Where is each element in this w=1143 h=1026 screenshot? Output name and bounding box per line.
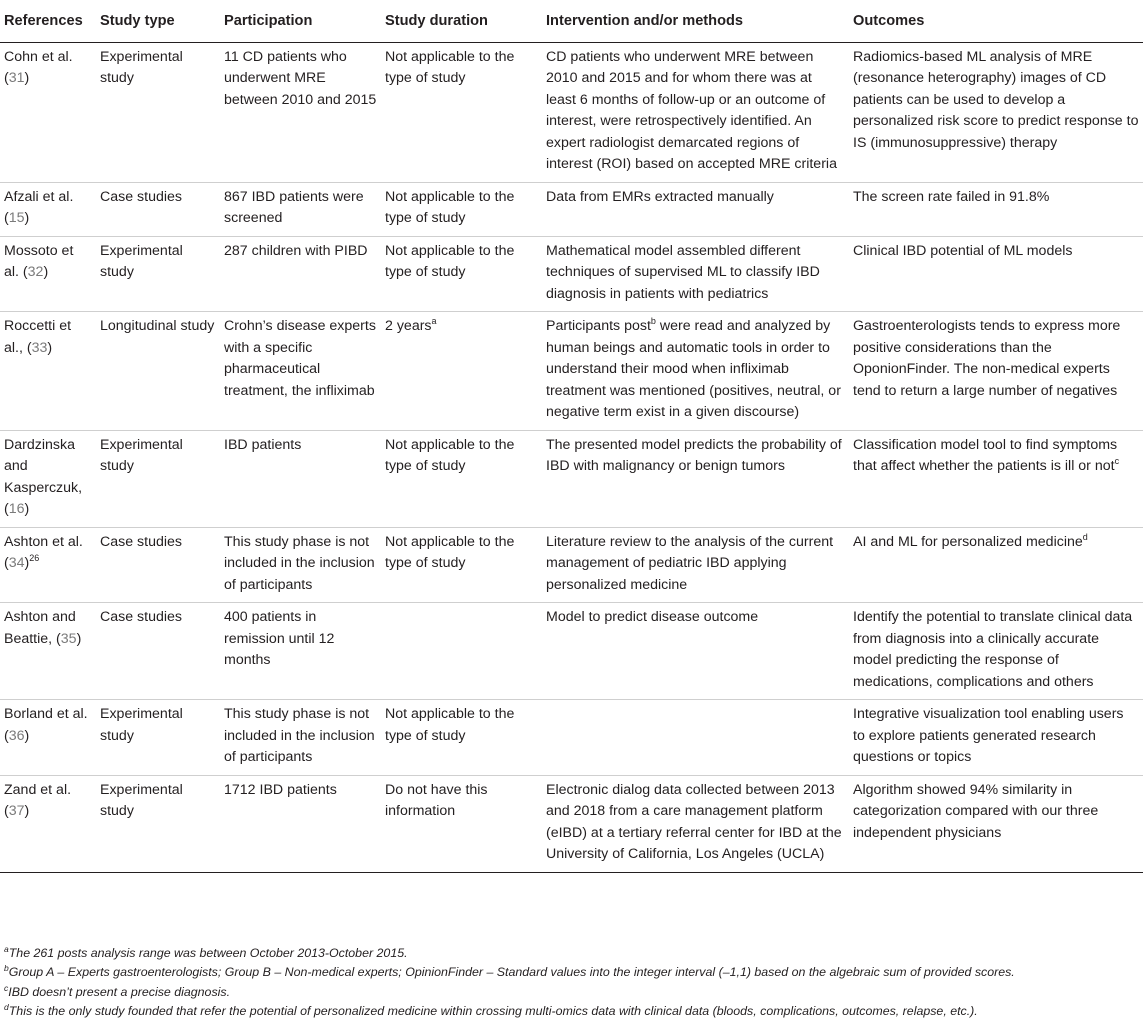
table-header-row [0,0,1143,42]
cell-methods [542,42,849,182]
cell-study-duration [381,527,542,603]
table-row [0,775,1143,872]
cell-study-type: Case studies [96,182,220,236]
cell-study-duration [381,236,542,312]
header-study-type: Study type [96,0,220,42]
cell-reference [0,312,96,431]
cell-methods [542,182,849,236]
cell-participation: This study phase is not included in the inclusion of participants [220,527,381,603]
footnote [4,983,1140,1002]
outcomes-text: Algorithm showed 94% similarity in categorization compared with our three independent physicians [853,781,1099,841]
cell-methods [542,527,849,603]
methods-text: The presented model predicts the probability of IBD with malignancy or benign tumors [546,436,842,474]
table-row [0,312,1143,431]
cell-methods [542,775,849,872]
reference-close: ) [24,727,30,744]
footnote-mark: b [650,316,656,326]
cell-participation: 1712 IBD patients [220,775,381,872]
outcomes-text: AI and ML for personalized medicine [853,533,1083,550]
cell-reference [0,775,96,872]
reference-close: ) [43,264,49,280]
cell-study-duration [381,700,542,776]
reference-close: ) [24,501,30,517]
table-row [0,527,1143,603]
reference-close: ) [24,803,30,819]
duration-text: Not applicable to the type of study [385,48,515,86]
cell-study-duration [381,42,542,182]
cell-outcomes [849,236,1143,312]
footnote-text: This is the only study founded that refer the potential of personalized medicine within crossing multi-omics data with clinical data (bloods, complications, outcomes, relapse, etc.). [8,1004,978,1019]
reference-author: Mossoto et al. ( [4,242,74,280]
reference-link[interactable]: 32 [27,264,44,280]
footnote-letter: b [4,963,9,974]
footnote-letter: c [4,982,9,993]
methods-text: Participants post [546,318,651,334]
cell-study-type: Case studies [96,527,220,603]
cell-reference [0,430,96,527]
table-row [0,182,1143,236]
reference-close: ) [76,630,82,647]
outcomes-text: Clinical IBD potential of ML models [853,242,1073,259]
cell-outcomes [849,700,1143,776]
cell-study-type: Longitudinal study [96,312,220,431]
cell-participation: 287 children with PIBD [220,236,381,312]
reference-close: ) [24,555,30,571]
duration-text: Do not have this information [385,781,488,819]
methods-text: CD patients who underwent MRE between 2010 and 2015 and for whom there was at least 6 months of follow-up or an outcome of interest, were retrospectively identified. An expert radiologist demarcated regions of interest (ROI) based on accepted MRE criteria [546,48,837,172]
header-study-duration: Study duration [381,0,542,42]
cell-reference [0,603,96,700]
cell-reference [0,236,96,312]
footnote-mark: c [1114,456,1120,466]
methods-text: Literature review to the analysis of the current management of pediatric IBD applying personalized medicine [546,533,834,593]
footnote-letter: a [4,944,9,954]
cell-reference [0,42,96,182]
cell-methods [542,603,849,700]
reference-author: Ashton and Beattie, ( [4,609,76,647]
duration-text: Not applicable to the type of study [385,242,515,280]
reference-link[interactable]: 33 [31,339,48,356]
reference-link[interactable]: 31 [8,70,25,86]
footnote-mark: d [1082,531,1088,542]
outcomes-text: Radiomics-based ML analysis of MRE (resonance heterography) images of CD patients can be used to develop a personalized risk score to predict response to IS (immunosuppressive) therapy [853,48,1139,151]
cell-methods [542,312,849,431]
outcomes-text: Identify the potential to translate clinical data from diagnosis into a clinically accurate model predicting the response of medications, complications and others [853,609,1133,690]
cell-study-duration [381,430,542,527]
cell-study-type: Case studies [96,603,220,700]
cell-study-type: Experimental study [96,42,220,182]
reference-author: Borland et al. ( [4,706,88,744]
cell-outcomes [849,603,1143,700]
cell-outcomes [849,775,1143,872]
cell-outcomes [849,527,1143,603]
reference-author: Zand et al. ( [4,781,72,819]
reference-link[interactable]: 15 [8,210,25,226]
reference-link[interactable]: 34 [8,555,25,571]
cell-study-type: Experimental study [96,775,220,872]
reference-author: Ashton et al. ( [4,533,83,571]
header-references: References [0,0,96,42]
footnote-mark: a [431,316,437,326]
cell-participation: 11 CD patients who underwent MRE between 2010 and 2015 [220,42,381,182]
reference-close: ) [47,339,53,356]
methods-text-rest: were read and analyzed by human beings and automatic tools in order to understand their mood when infliximab treatment was mentioned (positives, neutral, or negative term exist in a given discourse) [546,318,841,420]
reference-superscript: 26 [29,553,40,563]
footnote-text: Group A – Experts gastroenterologists; Group B – Non-medical experts; OpinionFinder – Standard values into the integer interval (–1,1) based on the algebraic sum of provided scores. [8,965,1015,980]
duration-text: 2 years [385,318,432,334]
methods-text: Data from EMRs extracted manually [546,188,774,205]
footnote-text: The 261 posts analysis range was between October 2013-October 2015. [8,946,408,960]
table-body [0,42,1143,872]
footnote [4,963,1140,982]
cell-participation: This study phase is not included in the inclusion of participants [220,700,381,776]
cell-outcomes [849,42,1143,182]
cell-participation: 400 patients in remission until 12 months [220,603,381,700]
cell-outcomes [849,182,1143,236]
outcomes-text: Integrative visualization tool enabling users to explore patients generated research questions or topics [853,706,1124,765]
reference-link[interactable]: 36 [8,727,25,744]
reference-link[interactable]: 35 [60,630,77,647]
table-row [0,430,1143,527]
reference-link[interactable]: 37 [8,803,25,819]
table-row [0,42,1143,182]
outcomes-text: The screen rate failed in 91.8% [853,188,1050,205]
methods-text: Model to predict disease outcome [546,609,759,625]
reference-author: Cohn et al. ( [4,48,73,86]
cell-study-duration [381,312,542,431]
methods-text: Electronic dialog data collected between 2013 and 2018 from a care management platform (eIBD) at a tertiary referral center for IBD at the University of California, Los Angeles (UCLA) [546,781,842,862]
cell-outcomes [849,430,1143,527]
table-footnotes [4,944,1140,1022]
methods-text: Mathematical model assembled different techniques of supervised ML to classify IBD diagnosis in patients with pediatrics [546,242,820,302]
duration-text: Not applicable to the type of study [385,533,515,571]
header-intervention-methods: Intervention and/or methods [542,0,849,42]
reference-link[interactable]: 16 [8,501,25,517]
reference-close: ) [24,70,30,86]
footnote [4,944,1140,963]
outcomes-text: Gastroenterologists tends to express more positive considerations than the OponionFinder. The non-medical experts tend to return a large number of negatives [853,318,1121,399]
duration-text: Not applicable to the type of study [385,706,515,744]
footnote [4,1002,1140,1021]
header-outcomes: Outcomes [849,0,1143,42]
cell-participation: 867 IBD patients were screened [220,182,381,236]
header-participation: Participation [220,0,381,42]
outcomes-text: Classification model tool to find symptoms that affect whether the patients is ill or not [853,436,1118,474]
cell-methods [542,700,849,776]
duration-text: Not applicable to the type of study [385,436,515,474]
cell-reference [0,182,96,236]
duration-text: Not applicable to the type of study [385,188,515,226]
cell-study-type: Experimental study [96,430,220,527]
cell-outcomes [849,312,1143,431]
cell-methods [542,430,849,527]
cell-reference [0,527,96,603]
cell-study-duration [381,603,542,700]
cell-reference [0,700,96,776]
reference-author: Afzali et al. ( [4,188,74,226]
table-row [0,700,1143,776]
reference-author: Roccetti et al., ( [4,318,72,356]
cell-study-type: Experimental study [96,236,220,312]
footnote-text: IBD doesn’t present a precise diagnosis. [8,984,231,999]
cell-participation: IBD patients [220,430,381,527]
table-row [0,603,1143,700]
reference-close: ) [24,210,30,226]
cell-study-type: Experimental study [96,700,220,776]
cell-methods [542,236,849,312]
cell-participation: Crohn’s disease experts with a specific pharmaceutical treatment, the infliximab [220,312,381,431]
cell-study-duration [381,182,542,236]
cell-study-duration [381,775,542,872]
table-row [0,236,1143,312]
reference-author: Dardzinska and Kasperczuk, ( [4,436,83,517]
footnote-letter: d [4,1002,9,1013]
